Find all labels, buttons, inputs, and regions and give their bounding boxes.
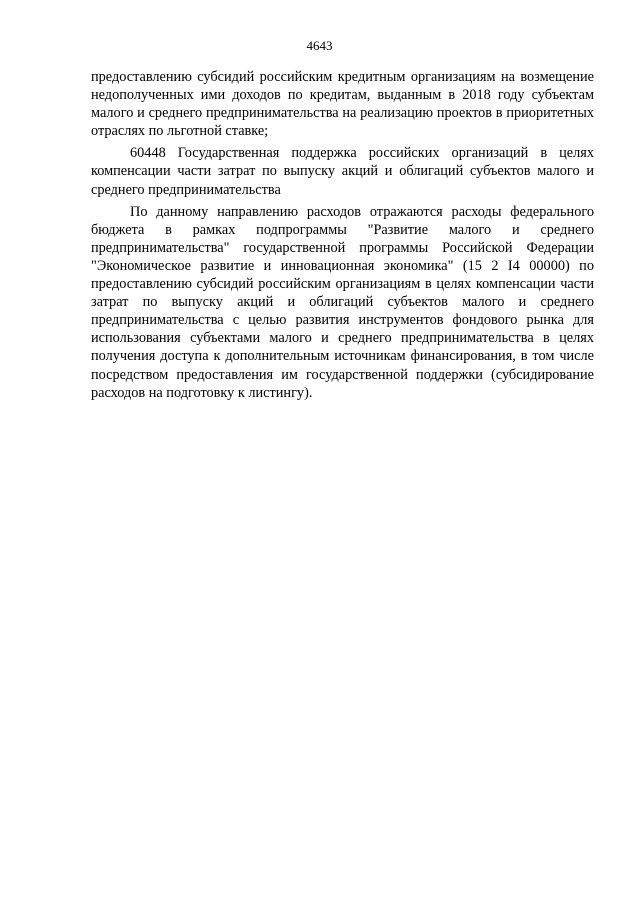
document-body: [91, 68, 594, 402]
paragraph-60448-heading: 60448 Государственная поддержка российских организаций в целях компенсации части затрат по выпуску акций и облигаций субъектов малого и среднего предпринимательства: [91, 145, 594, 198]
paragraph-subsidies-credit-organizations: предоставлению субсидий российским кредитным организациям на возмещение недополученных ими доходов по кредитам, выданным в 2018 году субъектам малого и среднего предпринимательства на реализацию проектов в приоритетных отраслях по льготной ставке;: [91, 69, 594, 140]
page-number: 4643: [306, 38, 333, 53]
paragraph-expenditure-description: По данному направлению расходов отражаются расходы федерального бюджета в рамках подпрограммы "Развитие малого и среднего предпринимательства" государственной программы Российской Федерации "Экономическое развитие и инновационная экономика" (15 2 I4 00000) по предоставлению субсидий российским организациям в целях компенсации части затрат по выпуску акций и облигаций субъектов малого и среднего предпринимательства с целью развития инструментов фондового рынка для использования субъектами малого и среднего предпринимательства в целях получения доступа к дополнительным источникам финансирования, в том числе посредством предоставления им государственной поддержки (субсидирование расходов на подготовку к листингу).: [91, 203, 594, 401]
